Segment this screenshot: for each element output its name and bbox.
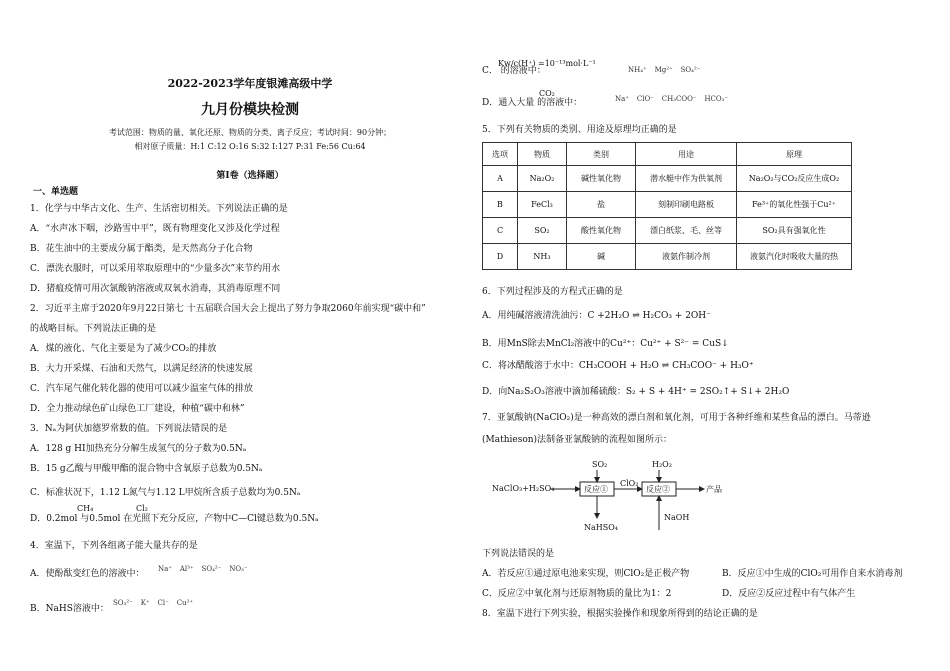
ion: CH₃COO⁻ [661,95,697,103]
q4-option-b: B．NaHS溶液中： [30,604,109,614]
q3d-ch4: CH₄ [77,504,94,513]
q1-option-b: B．花生油中的主要成分属于酯类，是天然高分子化合物 [30,244,253,254]
table-header-row [483,143,852,166]
q7-option-d: D．反应②反应过程中有气体产生 [722,589,856,599]
ion: SO₄²⁻ [201,565,222,573]
q4-option-a: A．使酚酞变红色的溶液中： [30,569,145,579]
q4b-ions [113,597,198,609]
table-cell: Na₂O₂ [518,166,567,192]
table-row [483,218,852,244]
left-column [30,0,470,671]
flow-input: NaClO₃+H₂SO₄ [492,484,555,493]
q6-option-d: D．向Na₂S₂O₃溶液中滴加稀硫酸：S₂ + S + 4H⁺ = 2SO₂↑+ S↓+ 2H₂O [482,387,790,397]
q2-option-d: D．全力推动绿色矿山绿色工厂建设，种植“碳中和林” [30,404,245,414]
table-cell: 碱 [567,244,636,270]
table-cell: 漂白纸浆、毛、丝等 [636,218,737,244]
clo2-label: ClO₂ [620,479,639,488]
table-cell: 盐 [567,192,636,218]
q1-stem: 1．化学与中华古文化、生产、生活密切相关。下列说法正确的是 [30,204,288,214]
q7-option-c: C．反应②中氧化剂与还原剂物质的量比为1：2 [482,589,672,599]
q3-option-d: D．0.2mol 与0.5mol 在光照下充分反应，产物中C—Cl键总数为0.5Nₐ [30,514,319,524]
table-cell: A [483,166,518,192]
table-cell: Fe³⁺的氧化性强于Cu²⁺ [737,192,852,218]
ion: HCO₃⁻ [704,95,729,103]
ion: ClO⁻ [636,95,654,103]
ion: Al³⁺ [179,565,194,573]
table-cell: C [483,218,518,244]
q4-option-d: D．通入大量 的溶液中： [482,98,583,108]
q2-option-c: C．汽车尾气催化转化器的使用可以减少温室气体的排放 [30,384,253,394]
q1-option-a: A．“水声冰下咽，沙路雪中平”，既有物理变化又涉及化学过程 [30,224,280,234]
table-header: 类别 [567,143,636,166]
table-cell: D [483,244,518,270]
q3d-cl2: Cl₂ [136,504,148,513]
q5-table [482,142,852,270]
q7-question: 下列说法错误的是 [482,549,555,559]
naoh-label: NaOH [664,513,690,522]
atomic-mass: 相对原子质量：H:1 C:12 O:16 S:32 I:127 P:31 Fe:56 Cu:64 [134,142,366,151]
q5-stem: 5．下列有关物质的类别、用途及原理均正确的是 [482,125,677,135]
ion: Na⁺ [615,95,629,103]
table-header: 选项 [483,143,518,166]
reactor-2-label: 反应② [646,485,670,494]
table-header: 物质 [518,143,567,166]
table-row [483,244,852,270]
ion: SO₃²⁻ [113,599,133,607]
exam-scope: 考试范围：物质的量、氧化还原、物质的分类、离子反应；考试时间：90分钟； [108,128,392,137]
q4a-ions [158,563,253,575]
q7-option-a: A．若反应①通过原电池来实现，则ClO₂是正极产物 [482,569,690,579]
h2o2-label: H₂O₂ [652,460,672,469]
ion: Mg²⁺ [654,66,673,74]
q7-option-b: B．反应①中生成的ClO₂可用作自来水消毒剂 [722,569,903,579]
table-cell: SO₂具有强氧化性 [737,218,852,244]
q3-option-b: B．15 g乙酸与甲酸甲酯的混合物中含氧原子总数为0.5Nₐ [30,464,263,474]
ion: K⁺ [140,599,150,607]
table-cell: NH₃ [518,244,567,270]
flow-diagram [492,458,752,538]
q2-option-b: B．大力开采煤、石油和天然气，以满足经济的快速发展 [30,364,253,374]
table-cell: SO₂ [518,218,567,244]
q3-option-a: A．128 g HI加热充分分解生成氢气的分子数为0.5Nₐ [30,444,247,454]
table-cell: 酸性氧化物 [567,218,636,244]
q1-option-d: D．猪瘟疫情可用次氯酸钠溶液或双氧水消毒，其消毒原理不同 [30,284,281,294]
ion: Cu²⁺ [176,599,194,607]
so2-label: SO₂ [592,460,608,469]
q8-stem: 8．室温下进行下列实验，根据实验操作和现象所得到的结论正确的是 [482,609,758,619]
school-year-title: 2022-2023学年度银滩高级中学 [167,77,333,90]
table-header: 用途 [636,143,737,166]
volume-title: 第Ⅰ卷（选择题） [216,171,284,181]
q6-stem: 6．下列过程涉及的方程式正确的是 [482,287,623,297]
table-cell: 潜水艇中作为供氧剂 [636,166,737,192]
q4d-ions [615,93,733,105]
ion: Cl⁻ [157,599,169,607]
q7-stem-1: 7．亚氯酸钠(NaClO₂)是一种高效的漂白剂和氧化剂，可用于各种纤维和某些食品的漂白。马蒂逊 [482,413,871,423]
right-column [482,0,922,671]
q4d-gas: CO₂ [539,89,555,98]
table-row [483,166,852,192]
table-cell: 液氨作制冷剂 [636,244,737,270]
q4-stem: 4．室温下，下列各组离子能大量共存的是 [30,541,198,551]
nahso4-label: NaHSO₄ [584,523,618,532]
table-cell: Na₂O₂与CO₂反应生成O₂ [737,166,852,192]
table-cell: 刻制印刷电路板 [636,192,737,218]
q4c-condition: Kw/c(H⁺) =10⁻¹³mol·L⁻¹ [498,59,596,68]
q4c-ions [628,64,705,76]
reactor-1-label: 反应① [584,485,608,494]
q1-option-c: C．漂洗衣服时，可以采用萃取原理中的“少量多次”来节约用水 [30,264,281,274]
q2-option-a: A．煤的液化、气化主要是为了减少CO₂的排放 [30,344,217,354]
table-header: 原理 [737,143,852,166]
q3-option-c: C．标准状况下，1.12 L氮气与1.12 L甲烷所含质子总数均为0.5Nₐ [30,488,301,498]
q4-option-c: C． 的溶液中： [482,66,546,76]
q6-option-a: A．用纯碱溶液清洗油污：C +2H₂O ⇌ H₂CO₃ + 2OH⁻ [482,311,711,321]
exam-title: 九月份模块检测 [201,102,299,118]
q7-stem-2: (Mathieson)法制备亚氯酸钠的流程如图所示： [482,435,673,445]
ion: Na⁺ [158,565,172,573]
table-cell: B [483,192,518,218]
section-title: 一、单选题 [33,187,79,197]
table-row [483,192,852,218]
q6-option-b: B．用MnS除去MnCl₂溶液中的Cu²⁺：Cu²⁺ + S²⁻ = CuS↓ [482,339,729,349]
ion: NO₃⁻ [229,565,248,573]
product-label: 产品 [706,485,722,494]
ion: NH₄⁺ [628,66,647,74]
q3-stem: 3．Nₐ为阿伏加德罗常数的值。下列说法错误的是 [30,424,228,434]
table-cell: 液氨汽化时吸收大量的热 [737,244,852,270]
ion: SO₄²⁻ [680,66,701,74]
q2-stem-1: 2．习近平主席于2020年9月22日第七 十五届联合国大会上提出了努力争取2060年前实现“碳中和” [30,304,426,314]
q2-stem-2: 的战略目标。下列说法正确的是 [30,324,157,334]
q6-option-c: C．将冰醋酸溶于水中：CH₃COOH + H₂O ⇌ CH₃COO⁻ + H₃O⁺ [482,361,754,371]
table-cell: FeCl₃ [518,192,567,218]
table-cell: 碱性氧化物 [567,166,636,192]
